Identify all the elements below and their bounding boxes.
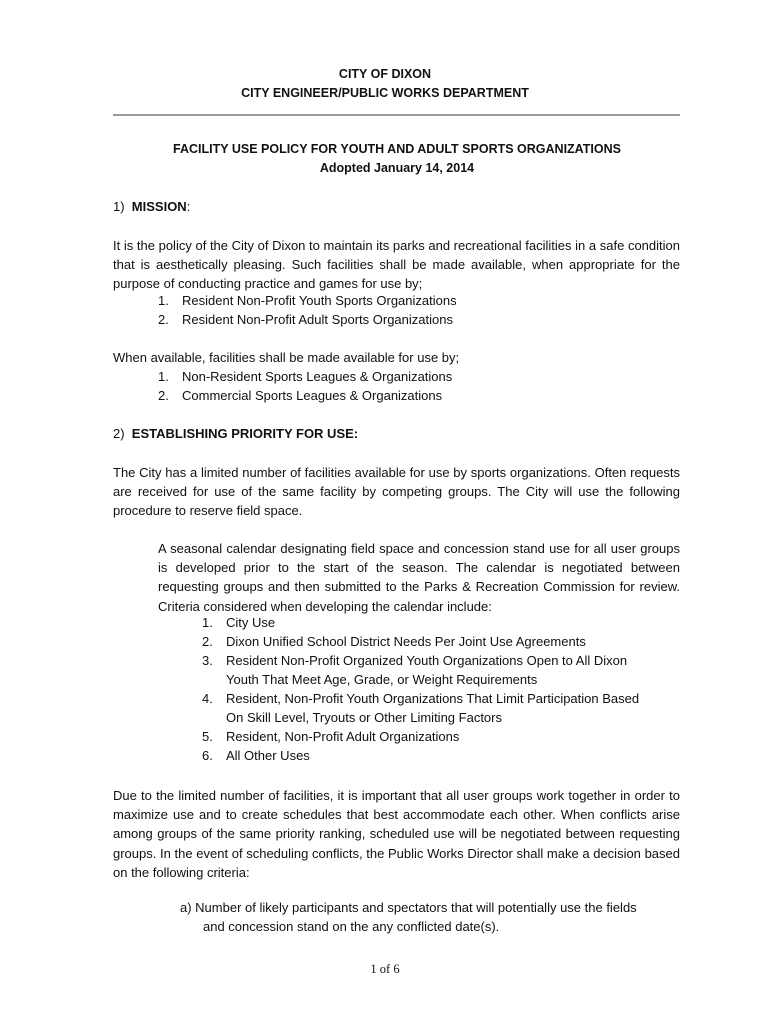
priority-paragraph: The City has a limited number of facilities available for use by sports organizations. Often requests are received for use of the same facility by competing groups. The City will use the following procedure to reserve field space.: [113, 465, 680, 519]
list-item: 1. Resident Non-Profit Youth Sports Organizations: [158, 293, 457, 308]
criteria-item: 4. Resident, Non-Profit Youth Organizations That Limit Participation Based: [202, 691, 640, 706]
header-city: CITY OF DIXON: [338, 67, 432, 81]
criteria-item: 5. Resident, Non-Profit Adult Organizations: [202, 729, 460, 744]
policy-title: FACILITY USE POLICY FOR YOUTH AND ADULT SPORTS ORGANIZATIONS: [173, 142, 621, 156]
header-department: CITY ENGINEER/PUBLIC WORKS DEPARTMENT: [241, 86, 529, 100]
criteria-a-line-1: a) Number of likely participants and spectators that will potentially use the fields: [180, 900, 637, 915]
section-1-heading: [113, 199, 190, 214]
list-item: 1. Non-Resident Sports Leagues & Organizations: [158, 369, 453, 384]
criteria-item-continuation: On Skill Level, Tryouts or Other Limiting Factors: [226, 710, 502, 725]
criteria-item: 6. All Other Uses: [202, 748, 310, 763]
section-2-number: 2): [113, 426, 125, 441]
criteria-item: 3. Resident Non-Profit Organized Youth Organizations Open to All Dixon: [202, 653, 628, 668]
when-available-text: When available, facilities shall be made available for use by;: [113, 350, 460, 365]
page-number: 1 of 6: [370, 962, 400, 976]
section-1-number: 1): [113, 199, 125, 214]
section-1-colon: :: [186, 199, 191, 214]
list-item: 2. Commercial Sports Leagues & Organizations: [158, 388, 443, 403]
conflicts-paragraph: Due to the limited number of facilities, it is important that all user groups work together in order to maximize use and to create schedules that best accommodate each other. When conflicts arise among groups of the same priority ranking, scheduled use will be negotiated between requesting groups. In the event of scheduling conflicts, the Public Works Director shall make a decision based on the following criteria:: [113, 788, 680, 880]
section-2-title: ESTABLISHING PRIORITY FOR USE:: [131, 426, 359, 441]
criteria-item-continuation: Youth That Meet Age, Grade, or Weight Requirements: [226, 672, 538, 687]
adopted-date: Adopted January 14, 2014: [319, 161, 475, 175]
list-item: 2. Resident Non-Profit Adult Sports Organizations: [158, 312, 453, 327]
header-divider: [113, 114, 680, 116]
criteria-a-line-2: and concession stand on the any conflicted date(s).: [203, 919, 500, 934]
mission-paragraph: It is the policy of the City of Dixon to maintain its parks and recreational facilities in a safe condition that is aesthetically pleasing. Such facilities shall be made available, when appropriate for the purpose of conducting practice and games for use by;: [113, 238, 680, 292]
section-2-heading: [113, 426, 358, 441]
calendar-paragraph: A seasonal calendar designating field space and concession stand use for all user groups is developed prior to the start of the season. The calendar is negotiated between requesting groups and then submitted to the Parks & Recreation Commission for review. Criteria considered when developing the calendar include:: [158, 541, 680, 614]
section-1-title: MISSION: [131, 199, 187, 214]
criteria-item: 1. City Use: [202, 615, 276, 630]
criteria-item: 2. Dixon Unified School District Needs Per Joint Use Agreements: [202, 634, 586, 649]
